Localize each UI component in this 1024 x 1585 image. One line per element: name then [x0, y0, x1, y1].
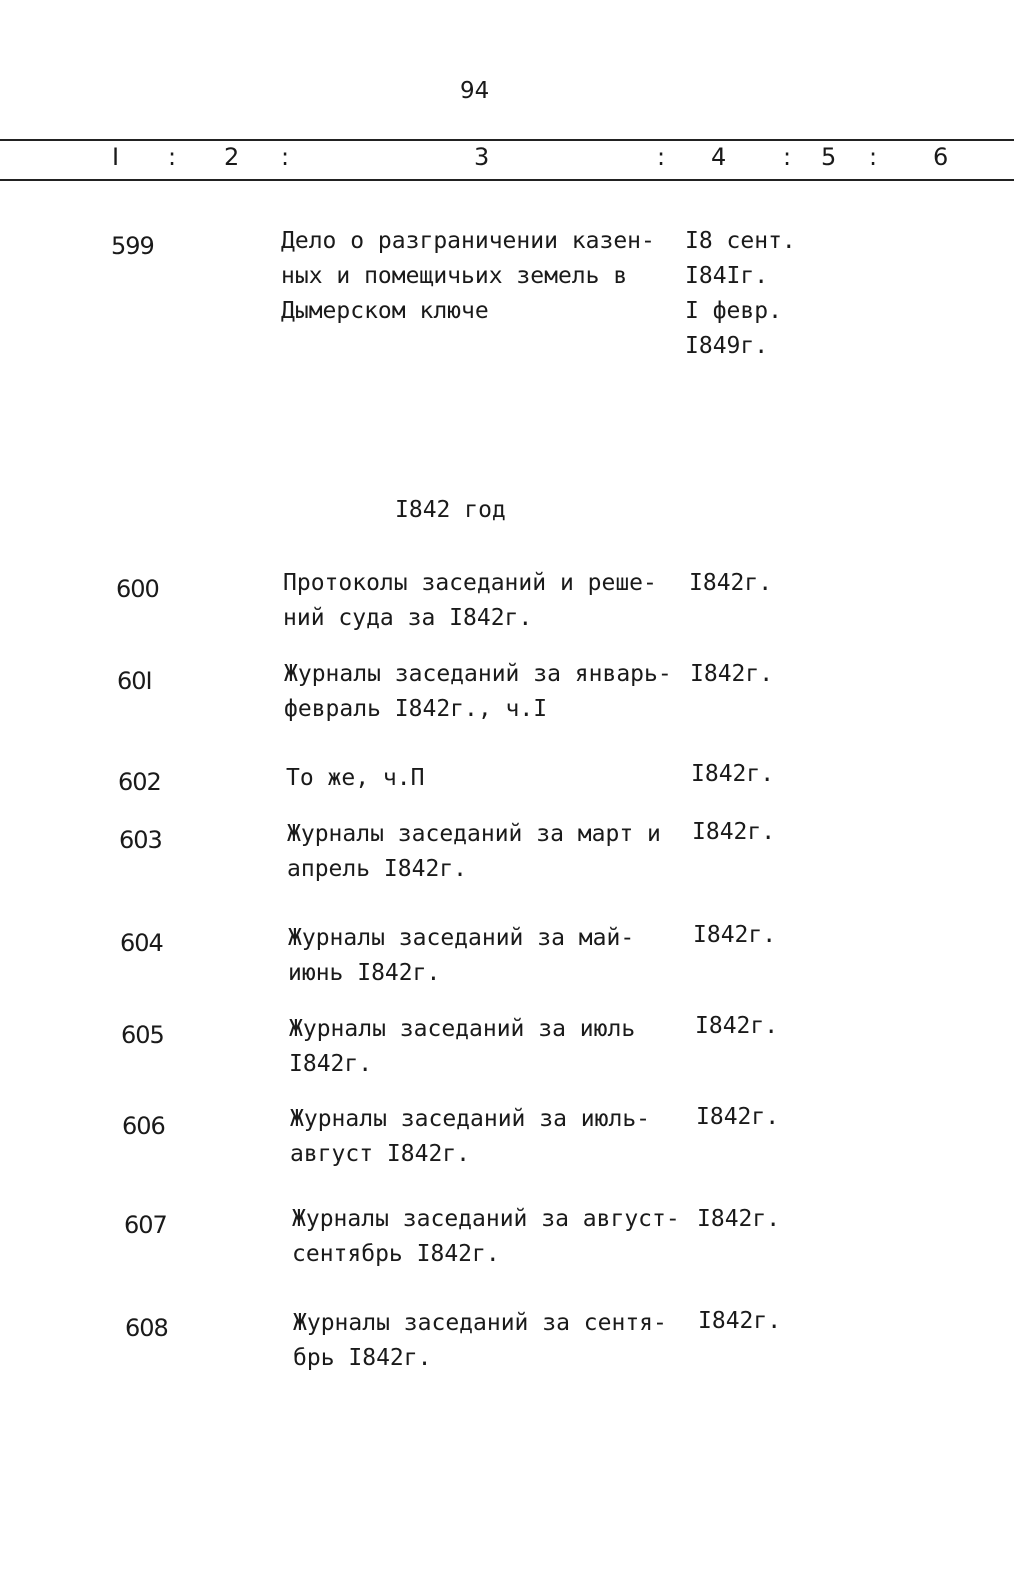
- entry-number: 603: [119, 826, 162, 854]
- entry-date: I8 сент. I84Iг. I февр. I849г.: [685, 228, 796, 359]
- column-separator: :: [281, 143, 290, 171]
- entry-number: 599: [111, 232, 154, 260]
- entry-date: I842г.: [691, 761, 775, 787]
- entry-number: 606: [122, 1112, 165, 1140]
- column-separator: :: [783, 143, 792, 171]
- entry-number: 604: [120, 929, 163, 957]
- column-header-1: I: [112, 143, 120, 171]
- entry-number: 608: [125, 1314, 168, 1342]
- entry-description: Дело о разграничении казен- ных и помещичьих земель в Дымерском ключе: [281, 228, 655, 324]
- section-heading: I842 год: [395, 497, 506, 523]
- entry-date: I842г.: [696, 1104, 780, 1130]
- entry-date: I842г.: [690, 661, 774, 687]
- header-bottom-rule: [0, 179, 1014, 181]
- entry-number: 605: [121, 1021, 164, 1049]
- entry-description: Журналы заседаний за июль- август I842г.: [290, 1106, 651, 1167]
- entry-number: 602: [118, 768, 161, 796]
- entry-description: Журналы заседаний за январь- февраль I842г., ч.I: [284, 661, 672, 722]
- entry-date: I842г.: [695, 1013, 779, 1039]
- column-separator: :: [168, 143, 177, 171]
- entry-description: Протоколы заседаний и реше- ний суда за I842г.: [283, 570, 657, 631]
- page-number: 94: [460, 78, 490, 104]
- entry-number: 600: [116, 575, 159, 603]
- entry-number: 607: [124, 1211, 167, 1239]
- column-header-5: 5: [821, 143, 837, 171]
- column-header-4: 4: [711, 143, 727, 171]
- entry-description: Журналы заседаний за июль I842г.: [289, 1016, 636, 1077]
- entry-description: Журналы заседаний за сентя- брь I842г.: [293, 1310, 667, 1371]
- column-header-2: 2: [224, 143, 240, 171]
- column-header-6: 6: [933, 143, 949, 171]
- entry-description: То же, ч.П: [286, 765, 425, 791]
- entry-date: I842г.: [692, 819, 776, 845]
- column-separator: :: [657, 143, 666, 171]
- entry-date: I842г.: [698, 1308, 782, 1334]
- entry-description: Журналы заседаний за май- июнь I842г.: [288, 925, 635, 986]
- column-separator: :: [869, 143, 878, 171]
- entry-description: Журналы заседаний за март и апрель I842г.: [287, 821, 661, 882]
- column-header-3: 3: [474, 143, 490, 171]
- entry-date: I842г.: [697, 1206, 781, 1232]
- entry-date: I842г.: [689, 570, 773, 596]
- entry-number: 60I: [117, 667, 152, 695]
- entry-description: Журналы заседаний за август- сентябрь I842г.: [292, 1206, 680, 1267]
- entry-date: I842г.: [693, 922, 777, 948]
- header-top-rule: [0, 139, 1014, 141]
